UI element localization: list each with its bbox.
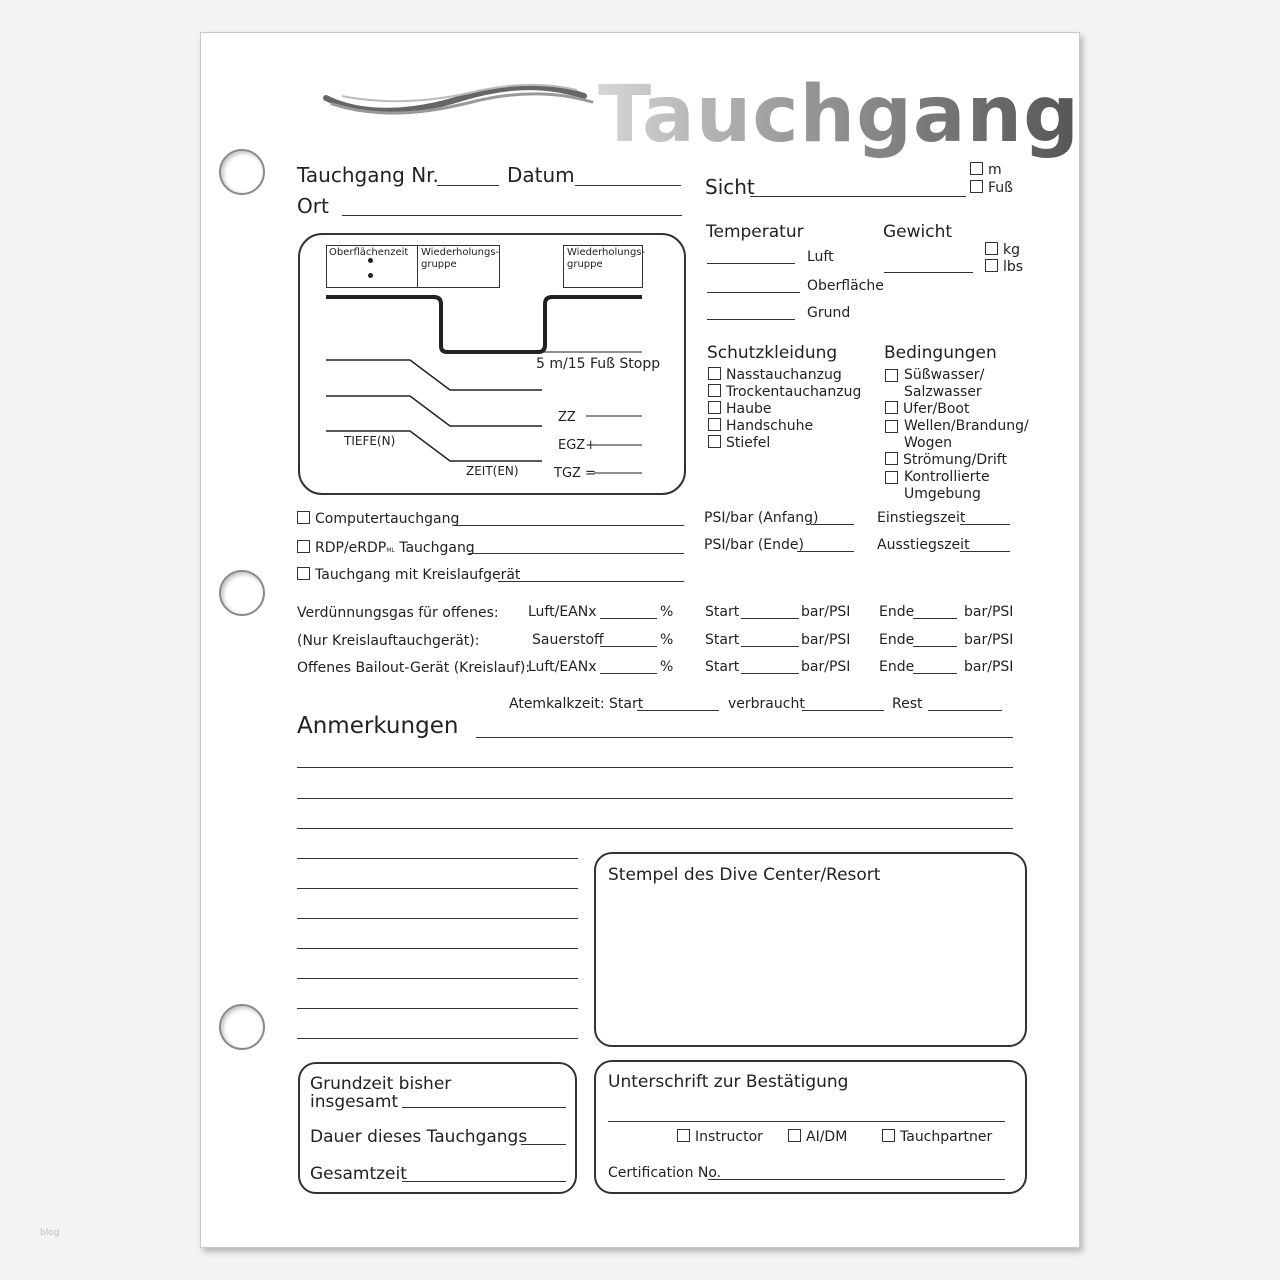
gas-row-1-percent-field[interactable] xyxy=(600,618,657,619)
unit-ft-label: Fuß xyxy=(988,180,1013,196)
cond-controlled-label: Kontrollierte Umgebung xyxy=(904,469,990,502)
notes-line-1[interactable] xyxy=(476,737,1013,738)
surface-time-divider xyxy=(417,245,418,287)
gas-row-3-start-unit: bar/PSI xyxy=(801,659,851,675)
gas-row-3-end-label: Ende xyxy=(879,659,915,675)
role-instructor-option xyxy=(677,1129,763,1145)
weight-lbs-option xyxy=(985,259,1023,275)
cond-option-water xyxy=(885,367,984,401)
role-buddy-option xyxy=(882,1129,992,1145)
notes-line-3[interactable] xyxy=(297,798,1013,799)
pressure-start-field[interactable] xyxy=(811,524,854,525)
gas-row-3-start-label: Start xyxy=(705,659,740,675)
dive-number-label: Tauchgang Nr. xyxy=(297,163,439,187)
weight-kg-checkbox[interactable] xyxy=(985,242,998,255)
notes-title: Anmerkungen xyxy=(297,713,459,739)
weight-field[interactable] xyxy=(884,272,973,273)
gas-row-3-start-field[interactable] xyxy=(741,673,799,674)
punch-hole-bottom xyxy=(219,1004,265,1050)
suit-boots-label: Stiefel xyxy=(726,435,771,451)
gas-row-1-start-unit: bar/PSI xyxy=(801,604,851,620)
cond-controlled-checkbox[interactable] xyxy=(885,471,898,484)
suit-option-boots xyxy=(708,435,770,451)
safety-stop-label: 5 m/15 Fuß Stopp xyxy=(536,356,661,372)
colon-dot-top xyxy=(368,258,373,263)
gas-row-3-gas: Luft/EANx xyxy=(528,659,597,675)
surface-time-label: Oberflächenzeit xyxy=(329,247,409,258)
rebreather-dive-option xyxy=(297,567,520,583)
gas-row-2-end-unit: bar/PSI xyxy=(964,632,1014,648)
cond-shore-checkbox[interactable] xyxy=(885,401,898,414)
rebreather-dive-checkbox[interactable] xyxy=(297,567,310,580)
rep-group-2-label: Wiederholungs- gruppe xyxy=(567,247,646,270)
punch-hole-middle xyxy=(219,570,265,616)
gas-row-2-start-label: Start xyxy=(705,632,740,648)
suit-wetsuit-checkbox[interactable] xyxy=(708,367,721,380)
suit-drysuit-label: Trockentauchanzug xyxy=(726,384,862,400)
suit-option-drysuit xyxy=(708,384,861,400)
gas-row-2-start-unit: bar/PSI xyxy=(801,632,851,648)
suit-gloves-checkbox[interactable] xyxy=(708,418,721,431)
gas-row-1-end-label: Ende xyxy=(879,604,915,620)
notes-line-10[interactable] xyxy=(297,1008,578,1009)
role-aidm-option xyxy=(788,1129,847,1145)
rep-group-1-label: Wiederholungs- gruppe xyxy=(421,247,500,270)
gas-row-2-percent-sign: % xyxy=(660,632,674,648)
rdp-dive-field[interactable] xyxy=(469,553,684,554)
cond-water-label: Süßwasser/ Salzwasser xyxy=(904,367,985,400)
tgz-label: TGZ = xyxy=(554,466,596,481)
stamp-title: Stempel des Dive Center/Resort xyxy=(608,865,881,885)
location-label: Ort xyxy=(297,194,329,218)
gas-row-1-end-unit: bar/PSI xyxy=(964,604,1014,620)
conditions-title: Bedingungen xyxy=(884,343,997,363)
punch-hole-top xyxy=(219,149,265,195)
gas-row-1-gas: Luft/EANx xyxy=(528,604,597,620)
notes-line-9[interactable] xyxy=(297,978,578,979)
scrubber-used-label: verbraucht xyxy=(728,696,805,712)
depth-label: TIEFE(N) xyxy=(344,434,396,448)
dive-number-field[interactable] xyxy=(437,185,499,186)
colon-dot-bottom xyxy=(368,273,373,278)
exit-time-label: Ausstiegszeit xyxy=(877,537,970,553)
rebreather-dive-label: Tauchgang mit Kreislaufgerät xyxy=(315,567,521,583)
weight-lbs-label: lbs xyxy=(1003,259,1024,275)
temp-bottom-field[interactable] xyxy=(707,319,795,320)
cond-waves-label: Wellen/Brandung/ Wogen xyxy=(904,418,1029,451)
this-dive-label: Dauer dieses Tauchgangs xyxy=(310,1127,528,1147)
signature-field[interactable] xyxy=(608,1121,1005,1122)
certification-label: Certification No. xyxy=(608,1165,722,1181)
unit-ft-checkbox[interactable] xyxy=(970,180,983,193)
base-time-field[interactable] xyxy=(402,1107,566,1108)
signature-title: Unterschrift zur Bestätigung xyxy=(608,1072,849,1092)
gas-row-1-label: Verdünnungsgas für offenes: xyxy=(297,605,499,621)
gas-row-1-percent-sign: % xyxy=(660,604,674,620)
cond-option-current xyxy=(885,452,1007,469)
scrubber-start-field[interactable] xyxy=(637,710,719,711)
suit-hood-label: Haube xyxy=(726,401,772,417)
suit-option-hood xyxy=(708,401,771,417)
gas-row-2-label: (Nur Kreislauftauchgerät): xyxy=(297,633,480,649)
gas-row-2-percent-field[interactable] xyxy=(600,646,657,647)
date-field[interactable] xyxy=(575,185,681,186)
base-time-label: Grundzeit bisher xyxy=(310,1074,452,1094)
gas-row-1-start-field[interactable] xyxy=(741,618,799,619)
gas-row-2-gas: Sauerstoff xyxy=(532,632,604,648)
entry-time-label: Einstiegszeit xyxy=(877,510,966,526)
role-instructor-label: Instructor xyxy=(695,1129,763,1145)
gas-row-3-end-field[interactable] xyxy=(913,673,957,674)
scrubber-start-label: Atemkalkzeit: Start xyxy=(509,696,644,712)
weight-lbs-checkbox[interactable] xyxy=(985,259,998,272)
gas-row-2-end-label: Ende xyxy=(879,632,915,648)
role-aidm-checkbox[interactable] xyxy=(788,1129,801,1142)
certification-field[interactable] xyxy=(708,1179,1005,1180)
suit-option-gloves xyxy=(708,418,813,434)
unit-m-label: m xyxy=(988,162,1002,178)
cond-current-checkbox[interactable] xyxy=(885,452,898,465)
suit-gloves-label: Handschuhe xyxy=(726,418,814,434)
notes-line-7[interactable] xyxy=(297,918,578,919)
pressure-end-label: PSI/bar (Ende) xyxy=(704,537,804,553)
rebreather-dive-field[interactable] xyxy=(498,581,684,582)
rdp-dive-label-suffix: Tauchgang xyxy=(394,540,475,556)
base-time-label-2: insgesamt xyxy=(310,1092,399,1112)
notes-line-2[interactable] xyxy=(297,767,1013,768)
watermark-text: blog xyxy=(40,1228,60,1238)
rdp-dive-label: RDP/eRDP xyxy=(315,540,387,556)
gas-row-2-end-field[interactable] xyxy=(913,646,957,647)
temp-surface-field[interactable] xyxy=(707,292,800,293)
role-buddy-checkbox[interactable] xyxy=(882,1129,895,1142)
temp-surface-label: Oberfläche xyxy=(807,278,884,294)
cond-option-waves xyxy=(885,418,1029,452)
role-buddy-label: Tauchpartner xyxy=(900,1129,993,1145)
scrubber-used-field[interactable] xyxy=(802,710,884,711)
computer-dive-field[interactable] xyxy=(455,525,684,526)
unit-ft-option xyxy=(970,180,1013,196)
location-field[interactable] xyxy=(342,215,682,216)
notes-line-5[interactable] xyxy=(297,858,578,859)
pressure-end-field[interactable] xyxy=(797,551,854,552)
suit-title: Schutzkleidung xyxy=(707,343,838,363)
gas-row-2-start-field[interactable] xyxy=(741,646,799,647)
notes-line-8[interactable] xyxy=(297,948,578,949)
suit-hood-checkbox[interactable] xyxy=(708,401,721,414)
gas-row-3-percent-field[interactable] xyxy=(600,673,657,674)
weight-title: Gewicht xyxy=(883,222,953,242)
rdp-dive-checkbox[interactable] xyxy=(297,540,310,553)
weight-kg-label: kg xyxy=(1003,242,1020,258)
total-time-label: Gesamtzeit xyxy=(310,1164,407,1184)
suit-boots-checkbox[interactable] xyxy=(708,435,721,448)
rdp-dive-option xyxy=(297,540,475,556)
gas-row-3-label: Offenes Bailout-Gerät (Kreislauf): xyxy=(297,660,531,676)
exit-time-field[interactable] xyxy=(960,551,1010,552)
weight-kg-option xyxy=(985,242,1020,258)
cond-water-checkbox[interactable] xyxy=(885,369,898,382)
gas-row-3-end-unit: bar/PSI xyxy=(964,659,1014,675)
time-label: ZEIT(EN) xyxy=(466,464,519,478)
notes-line-4[interactable] xyxy=(297,828,1013,829)
scrubber-rest-label: Rest xyxy=(892,696,923,712)
this-dive-field[interactable] xyxy=(521,1144,566,1145)
visibility-field[interactable] xyxy=(750,196,966,197)
zz-label: ZZ xyxy=(558,410,576,425)
cond-current-label: Strömung/Drift xyxy=(903,452,1007,468)
temperature-title: Temperatur xyxy=(706,222,804,242)
date-label: Datum xyxy=(507,163,575,187)
gas-row-3-percent-sign: % xyxy=(660,659,674,675)
computer-dive-checkbox[interactable] xyxy=(297,511,310,524)
suit-wetsuit-label: Nasstauchanzug xyxy=(726,367,842,383)
cond-shore-label: Ufer/Boot xyxy=(903,401,970,417)
computer-dive-option xyxy=(297,511,459,527)
dive-profile-diagram xyxy=(300,290,680,490)
entry-time-field[interactable] xyxy=(960,524,1010,525)
computer-dive-label: Computertauchgang xyxy=(315,511,460,527)
pressure-start-label: PSI/bar (Anfang) xyxy=(704,510,819,526)
role-aidm-label: AI/DM xyxy=(806,1129,848,1145)
unit-m-checkbox[interactable] xyxy=(970,162,983,175)
notes-line-11[interactable] xyxy=(297,1038,578,1039)
temp-bottom-label: Grund xyxy=(807,305,851,321)
egz-label: EGZ+ xyxy=(558,438,597,453)
cond-option-controlled xyxy=(885,469,990,503)
brush-stroke-logo xyxy=(322,76,602,126)
role-instructor-checkbox[interactable] xyxy=(677,1129,690,1142)
visibility-label: Sicht xyxy=(705,175,755,199)
cond-option-shore xyxy=(885,401,970,418)
notes-line-6[interactable] xyxy=(297,888,578,889)
suit-option-wetsuit xyxy=(708,367,842,383)
suit-drysuit-checkbox[interactable] xyxy=(708,384,721,397)
rdp-ml-subscript: ML xyxy=(386,547,395,554)
gas-row-1-end-field[interactable] xyxy=(913,618,957,619)
temp-air-label: Luft xyxy=(807,249,834,265)
total-time-field[interactable] xyxy=(402,1181,566,1182)
page-title: Tauchgang xyxy=(598,70,1080,160)
temp-air-field[interactable] xyxy=(707,263,795,264)
unit-m-option xyxy=(970,162,1002,178)
gas-row-1-start-label: Start xyxy=(705,604,740,620)
scrubber-rest-field[interactable] xyxy=(928,710,1002,711)
cond-waves-checkbox[interactable] xyxy=(885,420,898,433)
